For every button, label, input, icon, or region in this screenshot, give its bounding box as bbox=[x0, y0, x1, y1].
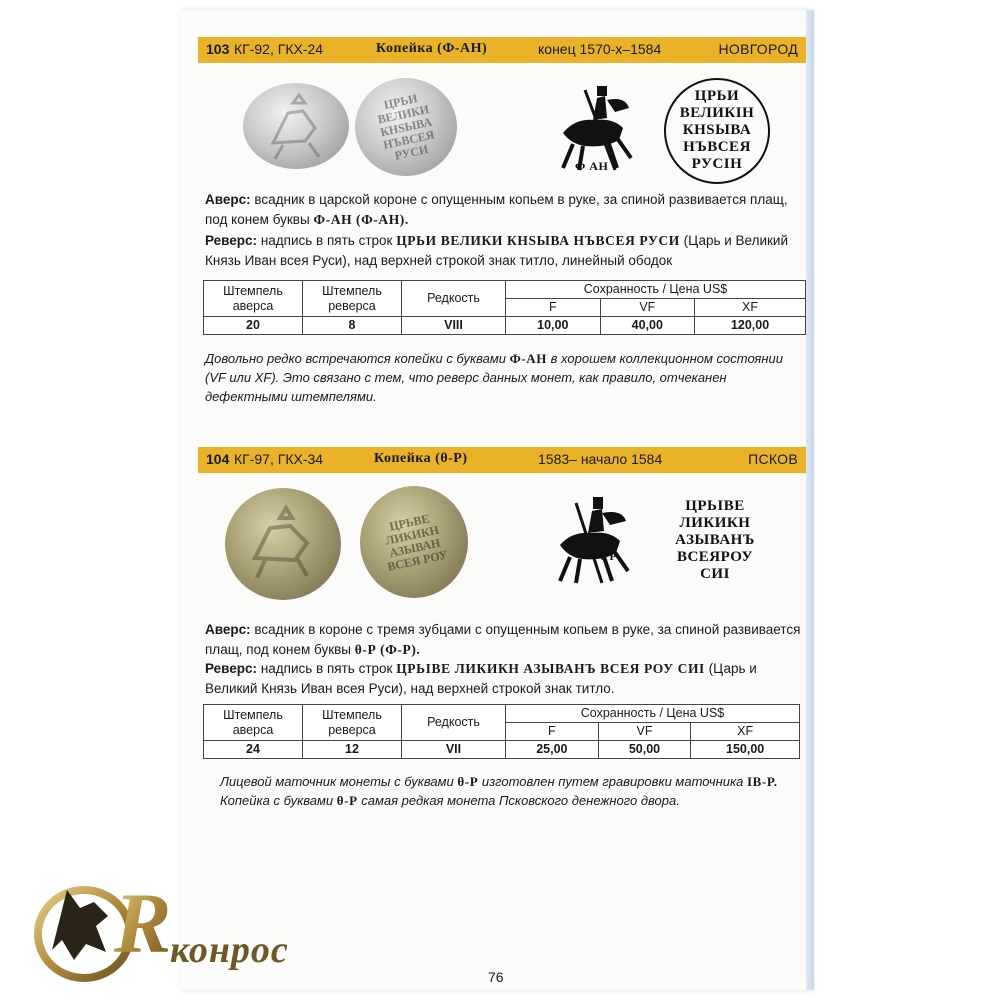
header-obverse-die: Штемпель аверса bbox=[204, 705, 303, 741]
obverse-drawing bbox=[540, 493, 640, 593]
header-grade-f: F bbox=[506, 299, 601, 317]
header-reverse-die: Штемпель реверса bbox=[303, 705, 402, 741]
value-reverse-die: 8 bbox=[303, 317, 402, 335]
entry-catalog-refs: КГ-92, ГКХ-24 bbox=[234, 41, 324, 57]
reverse-text-translation: (Царь и Великий Князь Иван всея Руси), над верхней строкой знак титло. bbox=[205, 661, 757, 696]
entry-mint-city: НОВГОРОД bbox=[718, 41, 798, 57]
obverse-label: Аверс: bbox=[205, 622, 251, 637]
price-xf: 120,00 bbox=[695, 317, 806, 335]
header-condition-price: Сохранность / Цена US$ bbox=[506, 705, 800, 723]
reverse-label: Реверс: bbox=[205, 233, 258, 248]
obverse-description bbox=[205, 620, 805, 660]
reverse-drawing-legend: ЦРЬІВЕ ЛИКИКН АЗЫВАНЪ ВСЕЯРОУ СИІ bbox=[675, 498, 755, 582]
reverse-description bbox=[205, 659, 805, 699]
reverse-text: надпись в пять строк bbox=[260, 661, 393, 676]
obverse-mint-letters-paren: (Ф-Р). bbox=[380, 642, 421, 657]
obverse-drawing bbox=[545, 78, 645, 178]
reverse-legend: ЦРЬИ ВЕЛИКИ КНЅЫВА НЪВСЕЯ РУСИ bbox=[396, 233, 680, 248]
drawing-mint-letters: θ Р bbox=[600, 551, 617, 563]
header-grade-xf: XF bbox=[695, 299, 806, 317]
note-mint-letters-3: θ-Р bbox=[336, 793, 358, 808]
price-f: 25,00 bbox=[506, 741, 599, 759]
entry-note bbox=[220, 772, 805, 810]
entry-note bbox=[205, 349, 805, 406]
obverse-mint-letters: θ-Р bbox=[354, 642, 377, 657]
coin-photo-obverse bbox=[243, 83, 349, 169]
entry-header-band bbox=[198, 37, 806, 63]
value-reverse-die: 12 bbox=[303, 741, 402, 759]
entry-coin-name: Копейка (Ф-АН) bbox=[376, 41, 488, 56]
price-xf: 150,00 bbox=[691, 741, 800, 759]
note-text: Довольно редко встречаются копейки с буквами bbox=[205, 351, 506, 366]
drawing-mint-letters: Ф АН bbox=[575, 159, 609, 173]
price-f: 10,00 bbox=[506, 317, 601, 335]
obverse-description bbox=[205, 190, 805, 230]
header-grade-vf: VF bbox=[598, 723, 691, 741]
header-rarity: Редкость bbox=[402, 705, 506, 741]
header-reverse-die: Штемпель реверса bbox=[303, 281, 402, 317]
note-mint-letters: θ-Р bbox=[457, 774, 479, 789]
coin-photo-obverse bbox=[225, 488, 341, 600]
die-price-table bbox=[203, 704, 800, 759]
logo-letter: R bbox=[114, 875, 172, 971]
value-obverse-die: 24 bbox=[204, 741, 303, 759]
reverse-drawing-legend: ЦРЬИ ВЕЛИКІН КНЅЫВА НЪВСЕЯ РУСІН bbox=[679, 88, 755, 172]
reverse-legend: ЦРЬІВЕ ЛИКИКН АЗЫВАНЪ ВСЕЯ РОУ СИІ bbox=[396, 661, 705, 676]
obverse-text: всадник в короне с тремя зубцами с опущенным копьем в руке, за спиной развивается плащ, под конем буквы bbox=[205, 622, 801, 657]
header-obverse-die: Штемпель аверса bbox=[204, 281, 303, 317]
header-rarity: Редкость bbox=[402, 281, 506, 317]
header-grade-f: F bbox=[506, 723, 599, 741]
entry-mint-city: ПСКОВ bbox=[748, 451, 798, 467]
price-vf: 50,00 bbox=[598, 741, 691, 759]
entry-date: 1583– начало 1584 bbox=[538, 451, 663, 467]
logo-wordmark: конрос bbox=[170, 929, 289, 971]
note-mint-letters-2: ІВ-Р. bbox=[747, 774, 778, 789]
note-text-2: Копейка с буквами bbox=[220, 793, 334, 808]
entry-number: 104 bbox=[206, 451, 230, 467]
header-grade-xf: XF bbox=[691, 723, 800, 741]
reverse-label: Реверс: bbox=[205, 661, 258, 676]
obverse-text: всадник в царской короне с опущенным копьем в руке, за спиной развивается плащ, под конем буквы bbox=[205, 192, 788, 227]
reverse-description bbox=[205, 231, 805, 271]
coin-photo-reverse bbox=[360, 486, 468, 598]
header-grade-vf: VF bbox=[600, 299, 695, 317]
konros-logo bbox=[22, 860, 172, 990]
die-price-table bbox=[203, 280, 806, 335]
coin-photo-reverse bbox=[355, 78, 457, 176]
note-text-cont: в хорошем коллекционном состоянии (VF или XF). Это связано с тем, что реверс данных монет, как правило, отчеканен дефектными штемпелями. bbox=[205, 351, 783, 404]
page-edge bbox=[806, 10, 814, 990]
value-rarity: VII bbox=[402, 741, 506, 759]
obverse-mint-letters-paren: (Ф-АН). bbox=[355, 212, 409, 227]
obverse-mint-letters: Ф-АН bbox=[313, 212, 353, 227]
note-text: Лицевой маточник монеты с буквами bbox=[220, 774, 454, 789]
entry-date: конец 1570-х–1584 bbox=[538, 41, 662, 57]
value-obverse-die: 20 bbox=[204, 317, 303, 335]
coin-reverse-legend: ЦРЬВЕ ЛИКИКН АЗЫВАН ВСЕЯ РОУ bbox=[384, 511, 450, 574]
price-vf: 40,00 bbox=[600, 317, 695, 335]
note-text-3: самая редкая монета Псковского денежного двора. bbox=[361, 793, 680, 808]
entry-coin-name: Копейка (θ-Р) bbox=[374, 451, 468, 466]
reverse-text: надпись в пять строк bbox=[260, 233, 393, 248]
obverse-label: Аверс: bbox=[205, 192, 251, 207]
entry-catalog-refs: КГ-97, ГКХ-34 bbox=[234, 451, 324, 467]
entry-header-band bbox=[198, 447, 806, 473]
page-number: 76 bbox=[488, 969, 504, 985]
note-text-cont: изготовлен путем гравировки маточника bbox=[481, 774, 744, 789]
header-condition-price: Сохранность / Цена US$ bbox=[506, 281, 806, 299]
note-mint-letters: Ф-АН bbox=[509, 351, 547, 366]
coin-reverse-legend: ЦРЬИ ВЕЛИКИ КНЅЫВА НЪВСЕЯ РУСИ bbox=[376, 90, 436, 163]
reverse-text-translation: (Царь и Великий Князь Иван всея Руси), над верхней строкой знак титло, линейный ободок bbox=[205, 233, 789, 268]
value-rarity: VIII bbox=[402, 317, 506, 335]
entry-number: 103 bbox=[206, 41, 230, 57]
